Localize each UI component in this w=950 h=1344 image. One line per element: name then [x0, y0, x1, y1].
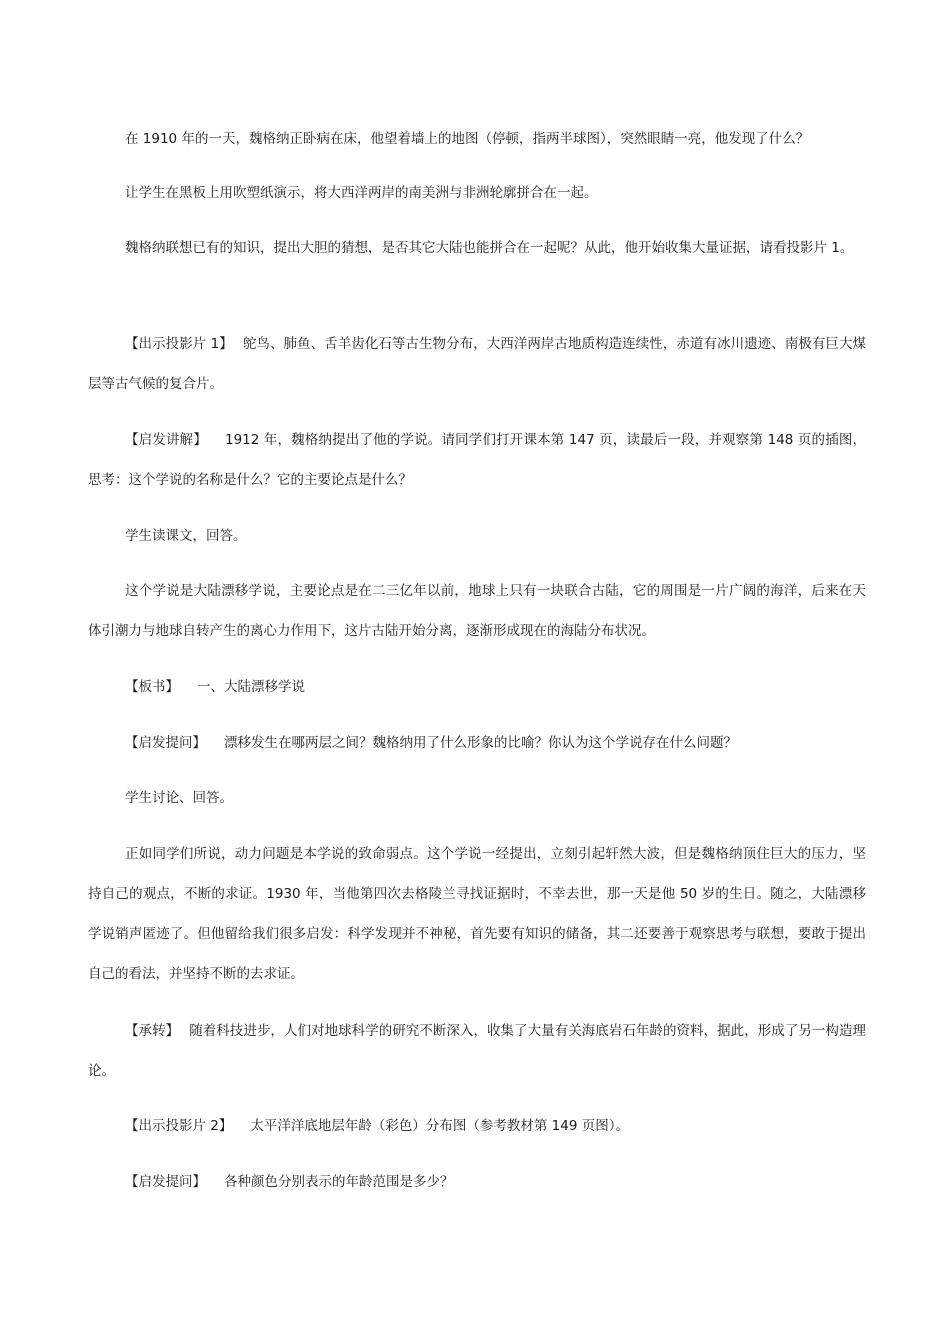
paragraph-text: 一、大陆漂移学说 — [197, 679, 305, 695]
paragraph-text: 这个学说是大陆漂移学说，主要论点是在二三亿年以前，地球上只有一块联合古陆，它的周围是一片广阔的海洋，后来在天体引潮力与地球自转产生的离心力作用下，这片古陆开始分离，逐渐形成现在的海陆分布状况。 — [88, 583, 866, 639]
section-tag: 【出示投影片 2】 — [125, 1118, 233, 1134]
section-tag: 【板书】 — [125, 679, 179, 695]
paragraph-wegener-hypothesis — [88, 228, 866, 268]
paragraph-slide-2 — [88, 1106, 866, 1146]
paragraph-text: 太平洋洋底地层年龄（彩色）分布图（参考教材第 149 页图）。 — [250, 1118, 629, 1134]
section-tag: 【启发提问】 — [125, 735, 206, 751]
paragraph-text: 1912 年，魏格纳提出了他的学说。请同学们打开课本第 147 页，读最后一段，并观察第 148 页的插图，思考：这个学说的名称是什么？它的主要论点是什么？ — [88, 432, 866, 488]
paragraph-student-demo — [88, 173, 866, 213]
paragraph-text: 学生讨论、回答。 — [125, 790, 233, 806]
paragraph-text: 学生读课文，回答。 — [125, 528, 247, 544]
paragraph-text: 在 1910 年的一天，魏格纳正卧病在床，他望着墙上的地图（停顿，指两半球图），突然眼睛一亮，他发现了什么？ — [125, 131, 810, 147]
paragraph-text: 鸵鸟、肺鱼、舌羊齿化石等古生物分布，大西洋两岸古地质构造连续性，赤道有冰川遗迹、南极有巨大煤层等古气候的复合片。 — [88, 336, 866, 392]
paragraph-student-read — [88, 516, 866, 556]
section-tag: 【承转】 — [125, 1023, 180, 1039]
paragraph-text: 让学生在黑板上用吹塑纸演示，将大西洋两岸的南美洲与非洲轮廓拼合在一起。 — [125, 185, 598, 201]
paragraph-blackboard — [88, 667, 866, 707]
paragraph-text: 随着科技进步，人们对地球科学的研究不断深入，收集了大量有关海底岩石年龄的资料，据此，形成了另一构造理论。 — [88, 1023, 867, 1079]
section-tag: 【出示投影片 1】 — [125, 336, 233, 352]
section-tag: 【启发讲解】 — [125, 432, 207, 448]
paragraph-slide-1 — [88, 324, 866, 404]
paragraph-text: 各种颜色分别表示的年龄范围是多少？ — [224, 1174, 454, 1190]
paragraph-explanation-1912 — [88, 420, 866, 500]
paragraph-continental-drift — [88, 571, 866, 651]
paragraph-student-discuss — [88, 778, 866, 818]
paragraph-text: 漂移发生在哪两层之间？魏格纳用了什么形象的比喻？你认为这个学说存在什么问题？ — [224, 735, 737, 751]
paragraph-question-colors — [88, 1162, 866, 1202]
section-tag: 【启发提问】 — [125, 1174, 206, 1190]
paragraph-transition — [88, 1011, 866, 1091]
paragraph-text: 魏格纳联想已有的知识，提出大胆的猜想，是否其它大陆也能拼合在一起呢？从此，他开始收集大量证据，请看投影片 1。 — [125, 240, 854, 256]
paragraph-question-drift — [88, 723, 866, 763]
paragraph-question-1910 — [88, 119, 866, 159]
paragraph-text: 正如同学们所说，动力问题是本学说的致命弱点。这个学说一经提出，立刻引起轩然大波，但是魏格纳顶住巨大的压力，坚持自己的观点，不断的求证。1930 年，当他第四次去格陵兰寻找证据时，不幸去世，那一天是他 50 岁的生日。随之，大陆漂移学说销声匿迹了。但他留给我们很多启发：科学发现并不神秘，首先要有知识的储备，其二还要善于观察思考与联想，要敢于提出自己的看法，并坚持不断的去求证。 — [88, 846, 866, 982]
paragraph-weakness — [88, 834, 866, 994]
